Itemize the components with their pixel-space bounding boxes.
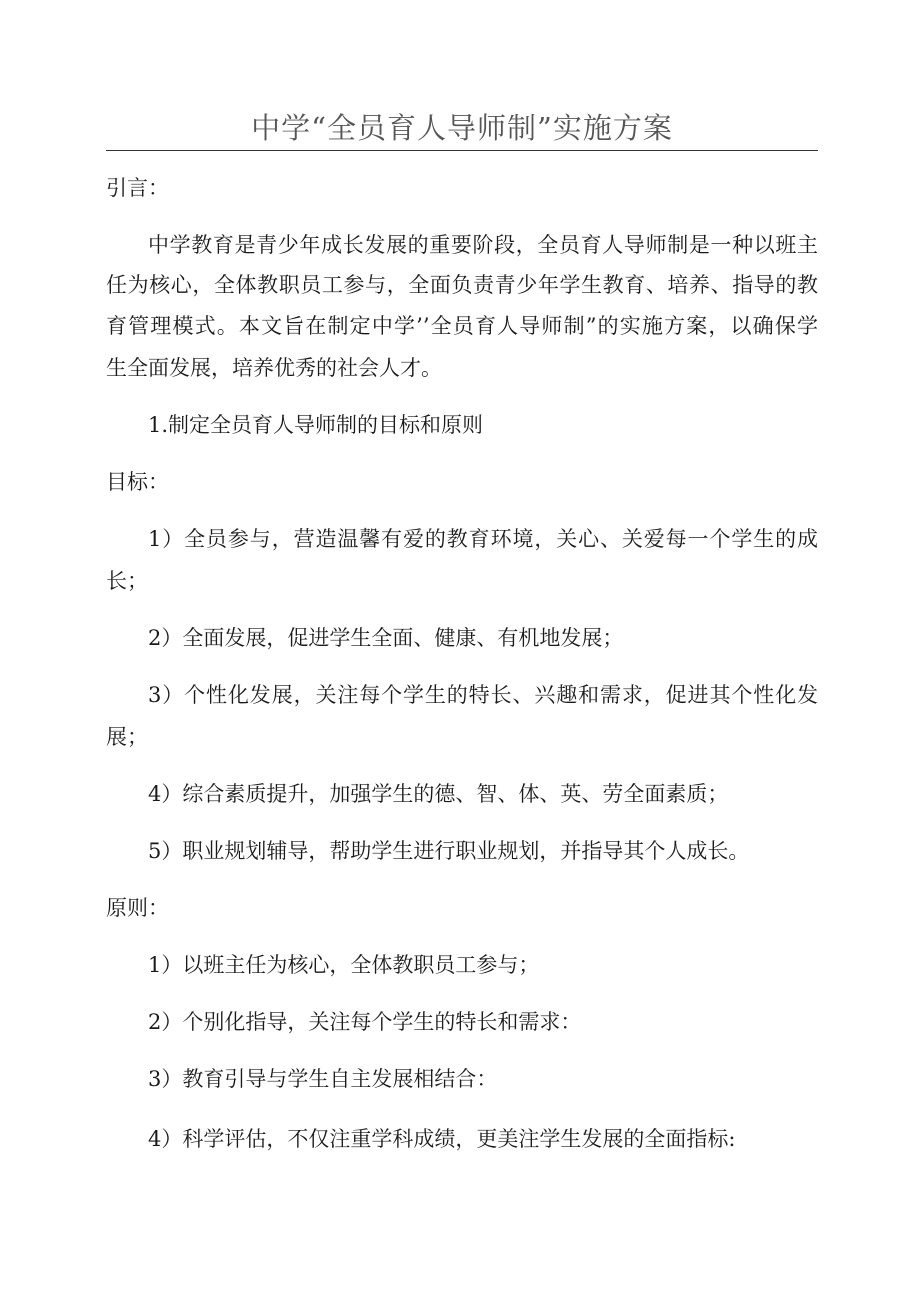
goal-4: 4）综合素质提升，加强学生的德、智、体、英、劳全面素质； bbox=[148, 782, 729, 806]
goal-5: 5）职业规划辅导，帮助学生进行职业规划，并指导其个人成长。 bbox=[148, 839, 750, 863]
goals-heading: 目标： bbox=[106, 470, 169, 494]
intro-paragraph-line-3: 育管理模式。本文旨在制定中学’’全员育人导师制”的实施方案，以确保学 bbox=[106, 314, 818, 338]
principle-4: 4）科学评估，不仅注重学科成绩，更美注学生发展的全面指标: bbox=[148, 1127, 736, 1151]
title-underline bbox=[106, 150, 818, 151]
goal-1-line-2: 长； bbox=[106, 569, 148, 593]
intro-paragraph-line-4: 生全面发展，培养优秀的社会人才。 bbox=[106, 356, 442, 380]
section-1-heading: 1.制定全员育人导师制的目标和原则 bbox=[148, 413, 484, 437]
goal-1-line-1: 1）全员参与，营造温馨有爱的教育环境，关心、关爱每一个学生的成 bbox=[148, 527, 818, 551]
principles-heading: 原则： bbox=[106, 896, 169, 920]
document-title: 中学“全员育人导师制”实施方案 bbox=[251, 111, 673, 145]
principle-3: 3）教育引导与学生自主发展相结合： bbox=[148, 1067, 498, 1091]
goal-2: 2）全面发展，促进学生全面、健康、有机地发展； bbox=[148, 626, 624, 650]
intro-paragraph-line-1: 中学教育是青少年成长发展的重要阶段，全员育人导师制是一种以班主 bbox=[148, 233, 818, 257]
intro-heading: 引言： bbox=[106, 176, 169, 200]
intro-paragraph-line-2: 任为核心，全体教职员工参与，全面负责青少年学生教育、培养、指导的教 bbox=[106, 273, 818, 297]
principle-1: 1）以班主任为核心，全体教职员工参与； bbox=[148, 953, 540, 977]
goal-3-line-1: 3）个性化发展，关注每个学生的特长、兴趣和需求，促进其个性化发 bbox=[148, 683, 818, 707]
goal-3-line-2: 展； bbox=[106, 725, 148, 749]
principle-2: 2）个别化指导，关注每个学生的特长和需求： bbox=[148, 1010, 582, 1034]
